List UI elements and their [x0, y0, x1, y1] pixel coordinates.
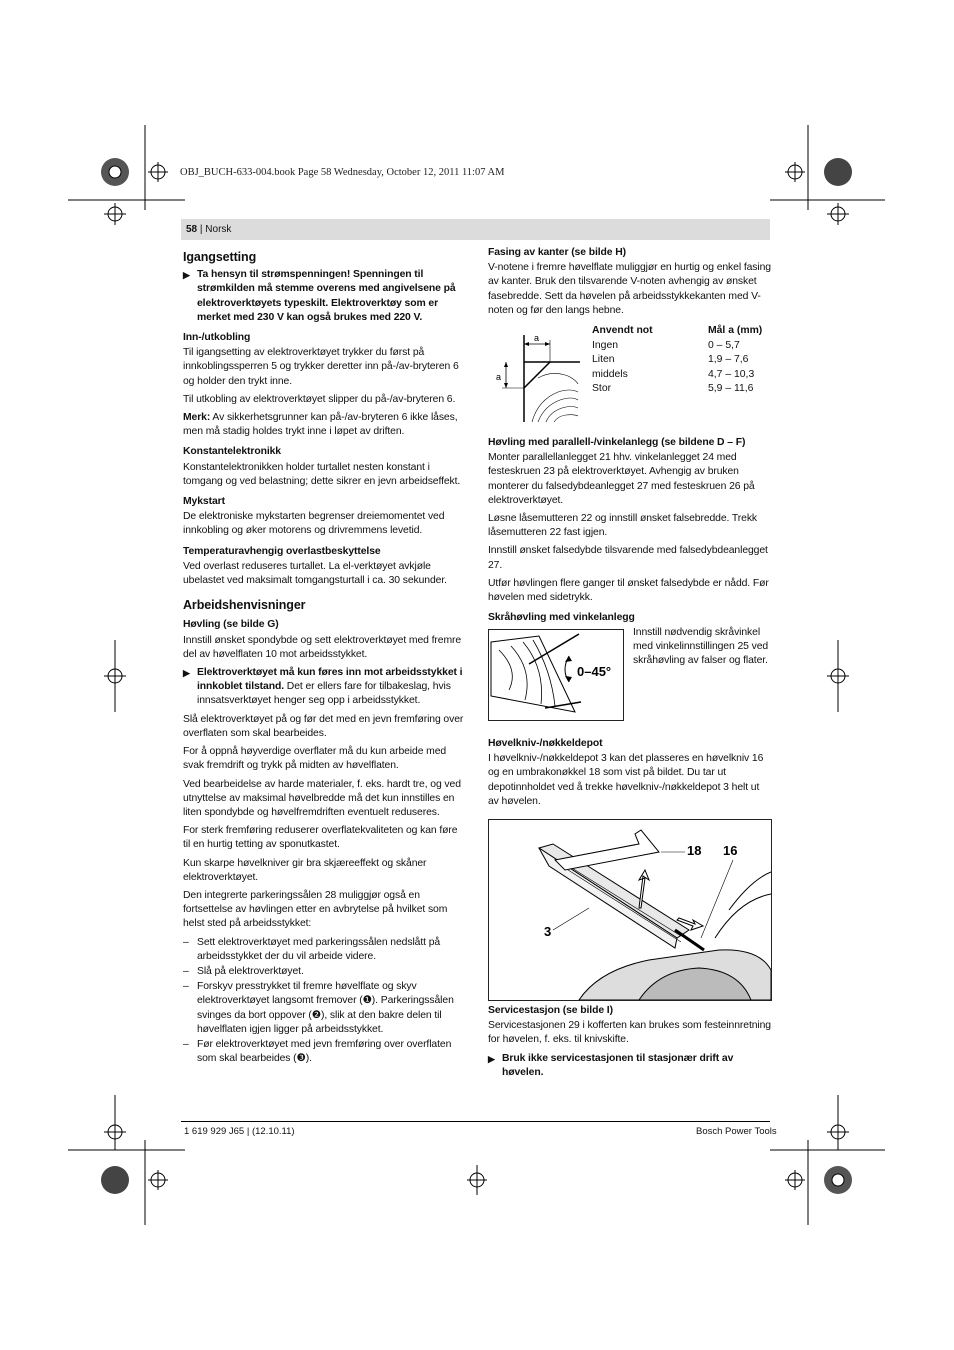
para-skra: Innstill nødvendig skråvinkel med vinkelinnstillingen 25 ved skråhøvling av falser og flater. — [633, 627, 769, 667]
header-separator: | — [197, 224, 206, 235]
skra-text-block — [633, 626, 771, 673]
dim-label-a: a — [534, 333, 540, 343]
para-arbeid-2: Slå elektroverktøyet på og før det med en jevn fremføring over overflaten som skal bearbeides. — [183, 713, 464, 739]
warning-innkoblet-rest: Det er ellers fare for tilbakeslag, hvis innsatsverktøyet henger seg opp i arbeidsstykket. — [197, 681, 451, 707]
para-mykstart: De elektroniske mykstarten begrenser dreiemomentet ved innkobling og øker motorens og drivremmens levetid. — [183, 511, 445, 537]
heading-hovling: Høvling (se bilde G) — [183, 619, 279, 631]
triangle-bullet-icon: ▶ — [183, 668, 190, 679]
table-header: Anvendt not — [592, 325, 653, 336]
registration-mark-icon — [68, 1095, 885, 1225]
triangle-bullet-icon: ▶ — [183, 270, 190, 281]
table-row: Ingen 0 – 5,7 — [592, 339, 740, 351]
para-arbeid-6: Kun skarpe høvelkniver gir bra skjæreeffekt og skåner elektroverktøyet. — [183, 857, 427, 883]
table-row: Liten 1,9 – 7,6 — [592, 354, 749, 365]
para-parallel-4: Utfør høvlingen flere ganger til ønsket falsedybde er nådd. Før høvelen med sidetrykk. — [488, 577, 769, 604]
para-fasing: V-notene i fremre høvelflate muliggjør en hurtig og enkel fasing av kanter. Bruk den tilsvarende V-noten avhengig av ønsket fasebredde. Sett da høvelen på arbeidsstykkekanten med V-noten og før den langs hebne. — [488, 262, 771, 316]
heading-mykstart: Mykstart — [183, 496, 225, 508]
para-konstant: Konstantelektronikken holder turtallet nesten konstant i tomgang og ved belastning; dette sikrer en jevn arbeidseffekt. — [183, 461, 461, 487]
para-arbeid-4: Ved bearbeidelse av harde materialer, f. eks. hardt tre, og ved utnyttelse av maksimal høvelbredde må det kun innstilles en liten spondybde og høvelfremdriften eventuelt reduseres. — [183, 778, 461, 818]
page-header-bar — [181, 219, 770, 240]
print-line: OBJ_BUCH-633-004.book Page 58 Wednesday, October 12, 2011 11:07 AM — [180, 167, 505, 178]
warning-service — [488, 1052, 771, 1080]
footer-doc-number: 1 619 929 J65 | (12.10.11) — [184, 1126, 295, 1137]
page-number: 58 — [186, 224, 198, 235]
table-header: Mål a (mm) — [708, 325, 763, 336]
table-row: Stor 5,9 – 11,6 — [592, 383, 754, 394]
table-header-row — [592, 325, 772, 340]
note-text: Av sikkerhetsgrunner kan på-/av-bryteren 6 ikke låses, men må stadig holdes trykt inne i løpet av driften. — [183, 412, 458, 438]
list-item: – Slå på elektroverktøyet. — [183, 965, 304, 977]
heading-skra: Skråhøvling med vinkelanlegg — [488, 612, 635, 624]
service-section — [488, 998, 771, 1084]
warning-service-text: Bruk ikke servicestasjonen til stasjonær drift av høvelen. — [502, 1052, 734, 1078]
warning-voltage — [183, 268, 466, 325]
parallel-section — [488, 430, 771, 626]
header-language: Norsk — [205, 224, 232, 235]
chamfer-figure — [488, 330, 584, 425]
fasing-section — [488, 246, 771, 322]
dim-label-a: a — [496, 372, 502, 382]
para-service: Servicestasjonen 29 i kofferten kan brukes som festeinnretning for høvelen, f. eks. til knivskifte. — [488, 1020, 771, 1046]
para-arbeid-5: For sterk fremføring reduserer overflatekvaliteten og kan føre til en hurtig tetting av sponutkastet. — [183, 825, 458, 851]
para-inn-ut-2: Til utkobling av elektroverktøyet slipper du på-/av-bryteren 6. — [183, 393, 456, 405]
fasing-table — [592, 325, 772, 398]
callout-3: 3 — [544, 924, 552, 939]
bevel-angle-label: 0–45° — [577, 664, 612, 679]
para-arbeid-7: Den integrerte parkeringssålen 28 muliggjør også en fortsettelse av høvlingen etter en avbrytelse på hvilket som helst sted på arbeidsstykket: — [183, 889, 448, 930]
heading-temp: Temperaturavhengig overlastbeskyttelse — [183, 545, 381, 557]
para-note — [183, 411, 466, 439]
para-arbeid-3: For å oppnå høyverdige overflater må du kun arbeide med svak fremdrift og trykk på midten av høvelflaten. — [183, 746, 447, 772]
bevel-angle-figure — [488, 629, 624, 721]
para-temp: Ved overlast reduseres turtallet. La el-verktøyet avkjøle ubelastet ved maksimalt tomgangsturtall i ca. 30 sekunder. — [183, 560, 447, 587]
page-header — [186, 224, 231, 235]
note-label: Merk: — [183, 412, 211, 424]
heading-service: Servicestasjon (se bilde I) — [488, 1005, 613, 1016]
table-row: middels 4,7 – 10,3 — [592, 368, 755, 380]
warning-innkoblet-bold: Elektroverktøyet må kun føres inn mot arbeidsstykket i innkoblet tilstand. — [197, 667, 463, 693]
heading-parallel: Høvling med parallell-/vinkelanlegg (se bildene D – F) — [488, 437, 746, 448]
heading-konstant: Konstantelektronikk — [183, 446, 281, 458]
para-parallel-2: Løsne låsemutteren 22 og innstill ønsket falsebredde. Trekk låsemutteren 22 fast igjen. — [488, 513, 758, 539]
left-column — [183, 244, 466, 1067]
footer-brand: Bosch Power Tools — [696, 1126, 777, 1137]
para-parallel-3: Innstill ønsket falsedybde tilsvarende med falsedybdeanlegget 27. — [488, 545, 768, 571]
list-item: – Før elektroverktøyet med jevn fremføring over overflaten som skal bearbeides (❸). — [183, 1038, 452, 1065]
para-arbeid-1: Innstill ønsket spondybde og sett elektroverktøyet med fremre del av høvelflaten 10 mot arbeidsstykket. — [183, 634, 462, 660]
heading-fasing: Fasing av kanter (se bilde H) — [488, 247, 626, 258]
heading-inn-ut: Inn-/utkobling — [183, 332, 251, 344]
triangle-bullet-icon: ▶ — [488, 1053, 495, 1064]
registration-mark-icon — [770, 125, 885, 225]
heading-arbeid: Arbeidshenvisninger — [183, 598, 306, 613]
knife-depot-figure — [488, 819, 772, 1001]
para-inn-ut-1: Til igangsetting av elektroverktøyet trykker du først på innkoblingssperren 5 og trykker deretter inn på-/av-bryteren 6 og holder den trykt inne. — [183, 347, 459, 387]
para-depot: I høvelkniv-/nøkkeldepot 3 kan det plasseres en høvelkniv 16 og en umbrakonøkkel 18 som vist på bildet. Du tar ut depotinnholdet ved å trekke høvelkniv-/nøkkeldepot 3 helt ut av høvelen. — [488, 753, 764, 807]
heading-depot: Høvelkniv-/nøkkeldepot — [488, 738, 603, 749]
warning-innkoblet — [183, 666, 466, 709]
callout-16: 16 — [723, 843, 738, 858]
depot-section — [488, 731, 771, 813]
registration-mark-icon — [68, 125, 185, 225]
callout-18: 18 — [687, 843, 702, 858]
list-item: – Sett elektroverktøyet med parkeringssålen nedslått på arbeidsstykket der du vil arbeide videre. — [183, 936, 441, 962]
footer-rule — [181, 1121, 770, 1122]
heading-igangsetting: Igangsetting — [183, 250, 257, 264]
warning-voltage-text: Ta hensyn til strømspenningen! Spenningen til strømkilden må stemme overens med angivelsene på elektroverktøyets typeskilt. Elektroverktøy som er merket med 230 V kan også brukes med 220 V. — [197, 269, 456, 323]
para-parallel-1: Monter parallellanlegget 21 hhv. vinkelanlegget 24 med festeskruen 23 på elektroverktøyet. Avhengig av bruken monterer du falsedybdeanlegget 27 med festeskruen 26 på elektroverktøyet. — [488, 452, 755, 506]
list-item: – Forskyv presstrykket til fremre høvelflate og skyv elektroverktøyet langsomt fremover (❶). Parkeringssålen svinges da bort oppover (❷), slik at den bakre delen til høvelflaten igjen ligger på arbeidsstykket. — [183, 981, 454, 1035]
